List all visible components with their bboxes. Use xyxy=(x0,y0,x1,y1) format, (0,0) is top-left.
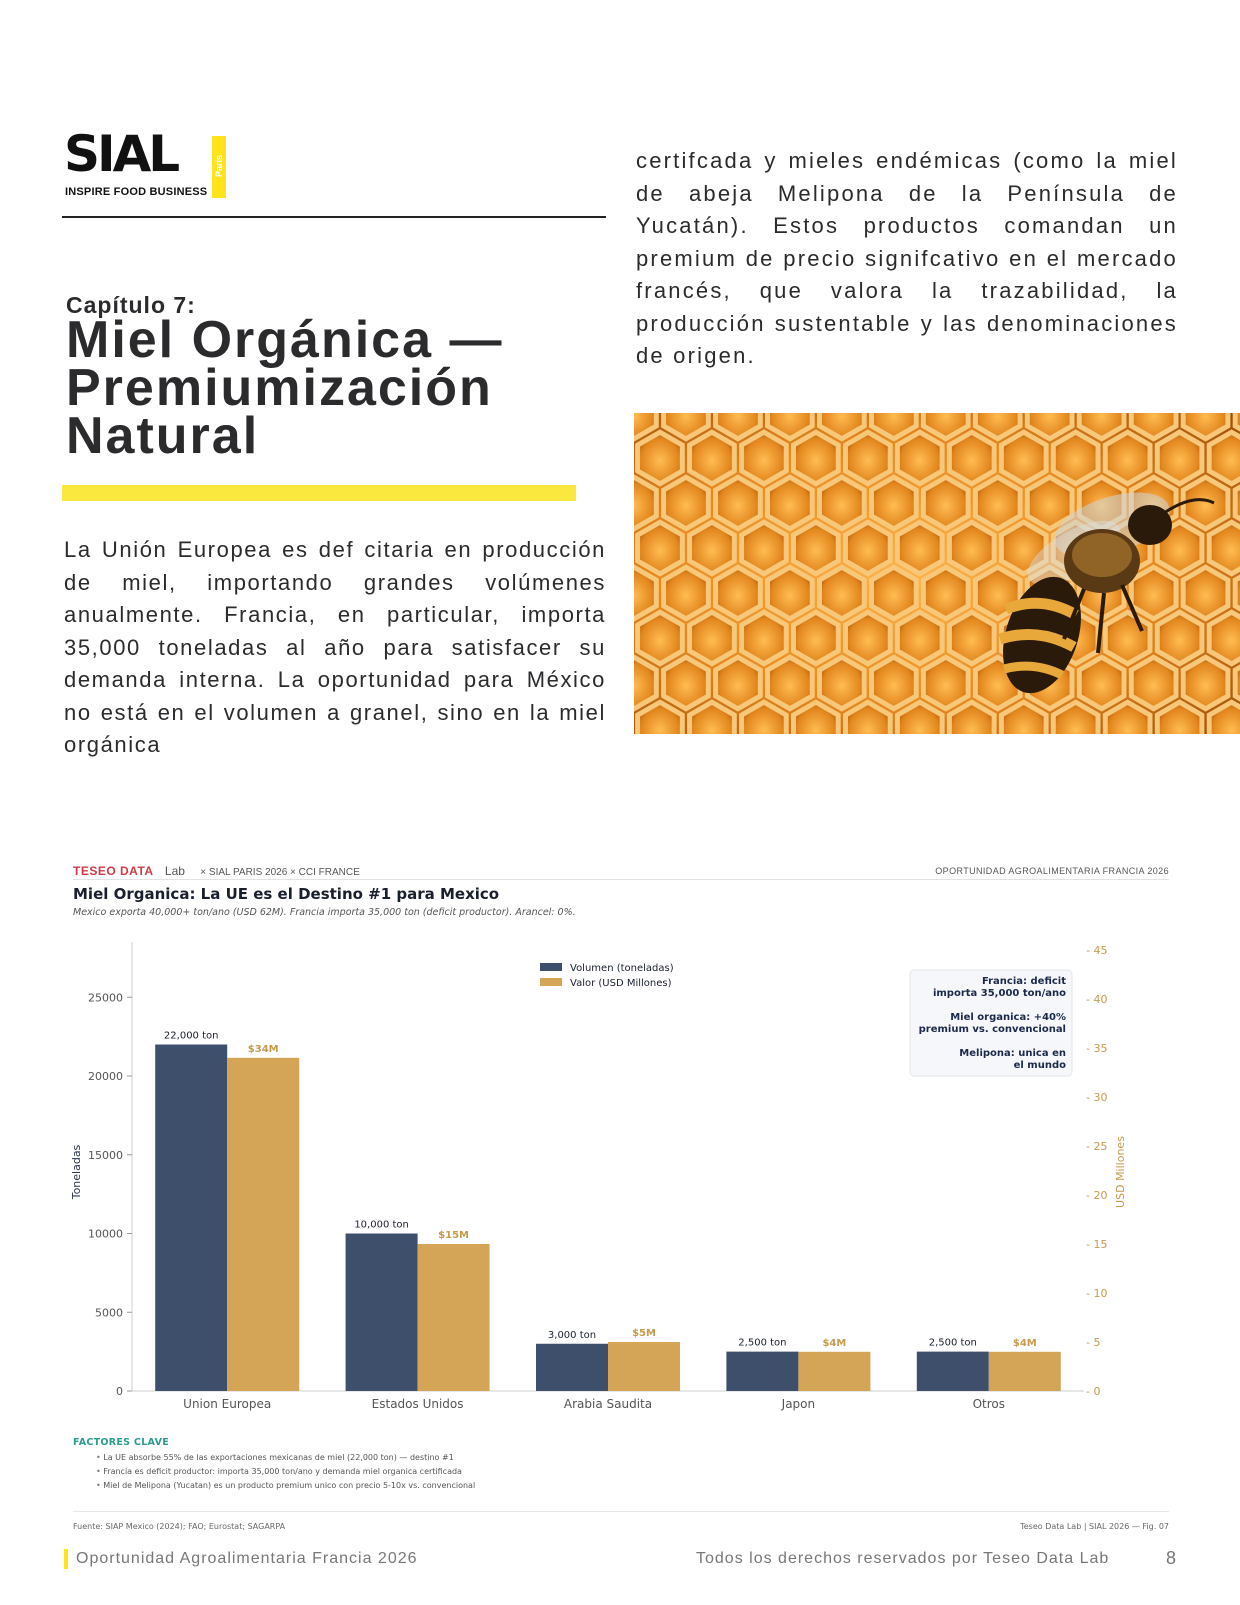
y-tick-label-left: 10000 xyxy=(88,1227,123,1241)
chart-credit: Teseo Data Lab | SIAL 2026 — Fig. 07 xyxy=(1020,1522,1169,1531)
y-tick-label-right: - 40 xyxy=(1086,993,1108,1006)
logo-tagline: INSPIRE FOOD BUSINESS xyxy=(65,186,208,198)
bar-volume xyxy=(155,1045,227,1392)
bar-volume xyxy=(536,1344,608,1391)
y-axis-label-left: Toneladas xyxy=(70,1144,83,1200)
bar-label-value: $4M xyxy=(822,1337,847,1349)
y-tick-label-right: - 10 xyxy=(1086,1287,1108,1300)
footer-accent xyxy=(64,1549,68,1569)
y-tick-label-right: - 45 xyxy=(1086,944,1108,957)
annotation-line: premium vs. convencional xyxy=(918,1024,1066,1035)
logo-city: Paris xyxy=(214,154,224,177)
chart-subtitle: Mexico exporta 40,000+ ton/ano (USD 62M). Francia importa 35,000 ton (deficit productor). Arancel: 0%. xyxy=(73,907,576,918)
bar-value xyxy=(989,1352,1061,1391)
y-tick-label-right: - 5 xyxy=(1086,1336,1101,1349)
bar-value xyxy=(798,1352,870,1391)
bar-volume xyxy=(346,1234,418,1392)
brand-lab: Lab xyxy=(164,864,185,878)
y-tick-label-right: - 20 xyxy=(1086,1189,1108,1202)
page-number: 8 xyxy=(1166,1548,1177,1568)
chart-title: Miel Organica: La UE es el Destino #1 para Mexico xyxy=(73,885,500,903)
brand-partners: × SIAL PARIS 2026 × CCI FRANCE xyxy=(200,867,360,878)
key-factor-item: • Miel de Melipona (Yucatan) es un producto premium unico con precio 5-10x vs. convencional xyxy=(96,1479,475,1493)
bar-label-value: $4M xyxy=(1012,1337,1037,1349)
body-paragraph-right: certifcada y mieles endémicas (como la miel de abeja Melipona de la Península de Yucatán). Estos productos comandan un premium de precio signifcativo en el mercado francés, que valora la trazabilidad, la producción sustentable y las denominaciones de origen. xyxy=(636,148,1178,368)
bar-label-volume: 10,000 ton xyxy=(354,1219,409,1231)
source-divider xyxy=(73,1511,1169,1512)
x-tick-label: Japon xyxy=(781,1397,816,1411)
key-factor-item: • Francia es deficit productor: importa 35,000 ton/ano y demanda miel organica certificada xyxy=(96,1465,475,1479)
key-factor-item: • La UE absorbe 55% de las exportaciones mexicanas de miel (22,000 ton) — destino #1 xyxy=(96,1451,475,1465)
x-tick-label: Otros xyxy=(972,1397,1006,1411)
bar-volume xyxy=(917,1352,989,1391)
panel-report-name: OPORTUNIDAD AGROALIMENTARIA FRANCIA 2026 xyxy=(935,866,1169,876)
y-tick-label-left: 25000 xyxy=(88,991,123,1005)
annotation-line: Francia: deficit xyxy=(981,976,1066,987)
footer-rights: Todos los derechos reservados por Teseo Data Lab xyxy=(696,1550,1110,1567)
key-factors-list xyxy=(96,1451,475,1493)
bar-label-volume: 22,000 ton xyxy=(163,1030,219,1042)
bar-label-volume: 2,500 ton xyxy=(928,1337,977,1349)
y-tick-label-left: 0 xyxy=(116,1385,123,1398)
legend-swatch xyxy=(540,963,562,971)
y-tick-label-left: 15000 xyxy=(88,1148,123,1162)
logo-wordmark: SIAL xyxy=(64,125,178,183)
annotation-line: importa 35,000 ton/ano xyxy=(932,988,1066,999)
legend-swatch xyxy=(540,978,562,986)
bar-label-value: $34M xyxy=(247,1043,279,1055)
footer-report-title: Oportunidad Agroalimentaria Francia 2026 xyxy=(76,1550,418,1567)
y-tick-label-right: - 35 xyxy=(1086,1042,1108,1055)
annotation-line: el mundo xyxy=(1013,1060,1066,1071)
y-tick-label-right: - 25 xyxy=(1086,1140,1108,1153)
bar-value xyxy=(227,1058,299,1391)
y-tick-label-left: 5000 xyxy=(95,1306,123,1320)
chapter-label: Capítulo 7: xyxy=(66,292,196,318)
body-paragraph-left: La Unión Europea es def citaria en producción de miel, importando grandes volúmenes anualmente. Francia, en particular, importa 35,000 toneladas al año para satisfacer su demanda interna. La oportunidad para México no está en el volumen a granel, sino en la miel orgánica xyxy=(64,537,606,757)
bar-label-volume: 2,500 ton xyxy=(738,1337,787,1349)
page-title: Miel Orgánica — Premiumización Natural xyxy=(66,311,504,465)
y-tick-label-right: - 15 xyxy=(1086,1238,1108,1251)
x-tick-label: Estados Unidos xyxy=(371,1397,464,1411)
chart-source: Fuente: SIAP Mexico (2024); FAO; Eurostat; SAGARPA xyxy=(73,1522,286,1531)
legend-entry: Volumen (toneladas) xyxy=(570,963,674,974)
x-tick-label: Arabia Saudita xyxy=(563,1397,653,1411)
key-factors-title: FACTORES CLAVE xyxy=(73,1437,170,1448)
annotation-line: Melipona: unica en xyxy=(959,1048,1066,1059)
bar-value xyxy=(418,1244,490,1391)
legend-entry: Valor (USD Millones) xyxy=(570,978,672,989)
y-tick-label-right: - 30 xyxy=(1086,1091,1108,1104)
annotation-line: Miel organica: +40% xyxy=(950,1012,1066,1023)
x-tick-label: Union Europea xyxy=(183,1397,272,1411)
y-tick-label-right: - 0 xyxy=(1086,1385,1101,1398)
bar-value xyxy=(608,1342,680,1391)
brand-name: TESEO DATA xyxy=(73,864,154,878)
bar-label-value: $5M xyxy=(632,1328,656,1339)
y-tick-label-left: 20000 xyxy=(88,1070,123,1083)
bar-volume xyxy=(726,1352,798,1391)
bar-label-volume: 3,000 ton xyxy=(547,1329,597,1341)
bar-label-value: $15M xyxy=(438,1230,470,1241)
y-axis-label-right: USD Millones xyxy=(1114,1136,1127,1208)
